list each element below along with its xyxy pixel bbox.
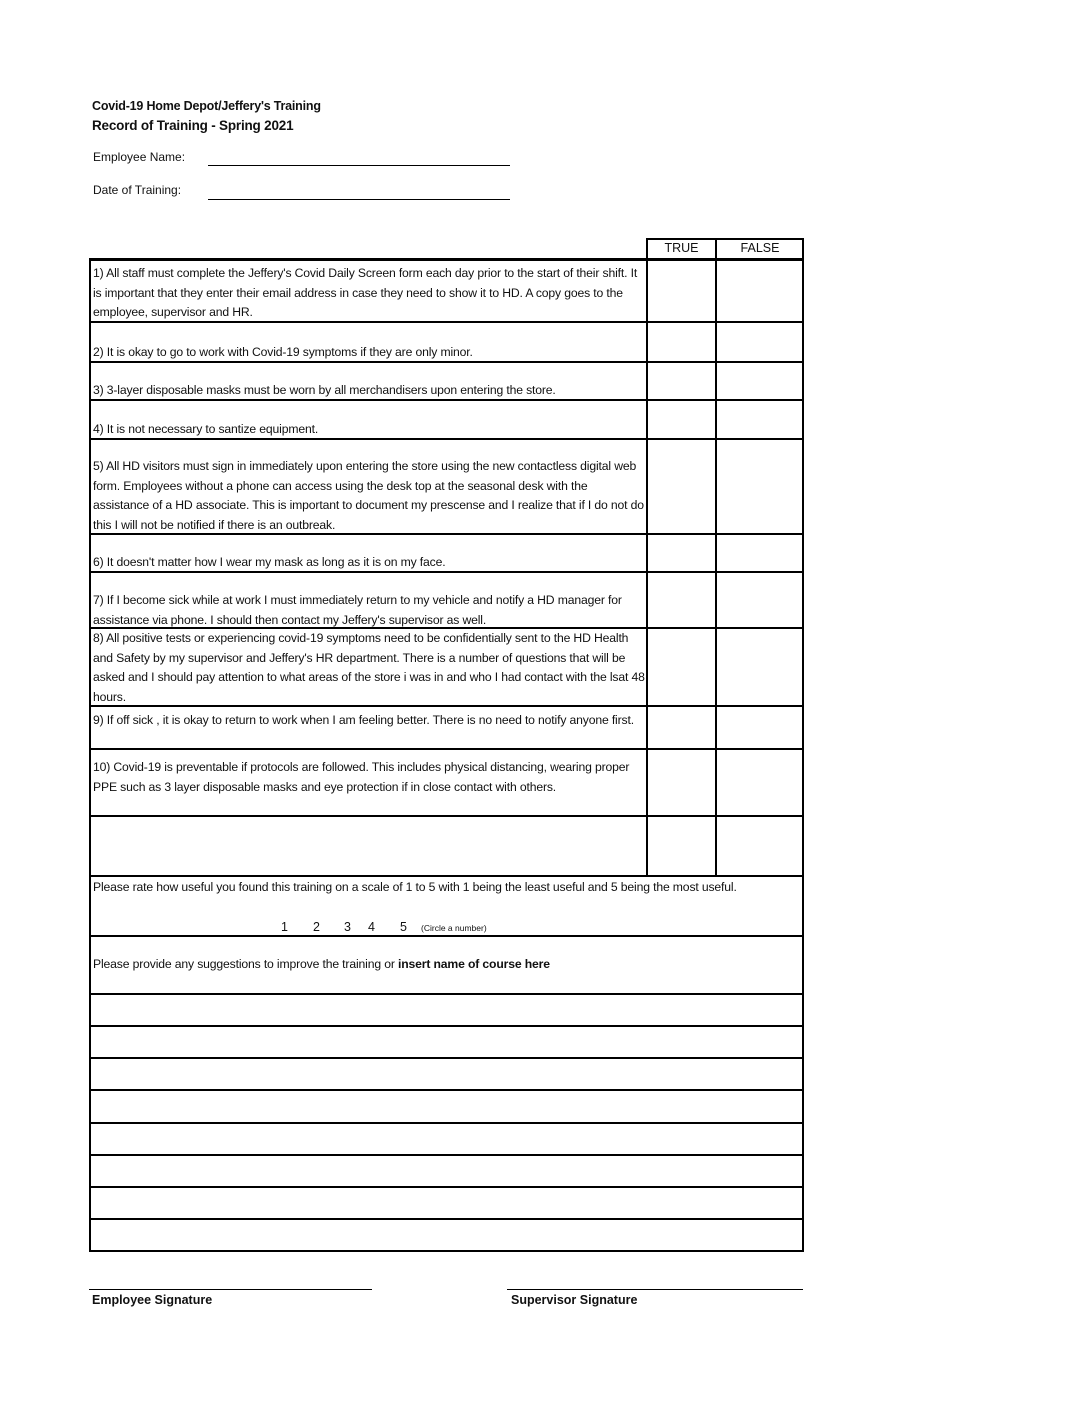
supervisor-signature-line[interactable] bbox=[507, 1289, 803, 1290]
suggestions-prompt bbox=[93, 957, 550, 971]
employee-signature-label: Employee Signature bbox=[92, 1293, 213, 1307]
employee-name-field[interactable] bbox=[208, 165, 510, 166]
date-of-training-field[interactable] bbox=[208, 199, 510, 200]
q9-true-cell[interactable] bbox=[648, 707, 715, 748]
suggestions-course-placeholder: insert name of course here bbox=[397, 957, 550, 971]
form-title: Covid-19 Home Depot/Jeffery's Training bbox=[92, 99, 321, 113]
true-column-header: TRUE bbox=[664, 241, 699, 255]
q1-true-cell[interactable] bbox=[648, 261, 715, 321]
rating-option-1[interactable]: 1 bbox=[281, 920, 288, 934]
employee-name-label: Employee Name: bbox=[93, 150, 186, 164]
question-3: 3) 3-layer disposable masks must be worn by all merchandisers upon entering the store. bbox=[93, 383, 556, 397]
question-2: 2) It is okay to go to work with Covid-19 symptoms if they are only minor. bbox=[93, 345, 473, 359]
supervisor-signature-label: Supervisor Signature bbox=[511, 1293, 638, 1307]
q7-true-cell[interactable] bbox=[648, 573, 715, 627]
q6-false-cell[interactable] bbox=[717, 535, 802, 571]
employee-signature-line[interactable] bbox=[89, 1289, 372, 1290]
question-5: 5) All HD visitors must sign in immediately upon entering the store using the new contactless digital web form. Employees without a phone can access using the desk top at the seasonal desk with the assistance of a HD associate. This is important to document my prescense and I realize that if I do not do this I will not be notified if there is an outbreak. bbox=[93, 459, 644, 532]
q10-true-cell[interactable] bbox=[648, 750, 715, 815]
question-6: 6) It doesn't matter how I wear my mask as long as it is on my face. bbox=[93, 555, 446, 569]
rating-option-4[interactable]: 4 bbox=[368, 920, 375, 934]
question-1: 1) All staff must complete the Jeffery's Covid Daily Screen form each day prior to the start of their shift. It is important that they enter their email address in case they need to show it to HD. A copy goes to the employee, supervisor and HR. bbox=[93, 266, 638, 319]
date-of-training-label: Date of Training: bbox=[93, 183, 182, 197]
q8-false-cell[interactable] bbox=[717, 629, 802, 705]
q8-true-cell[interactable] bbox=[648, 629, 715, 705]
q2-false-cell[interactable] bbox=[717, 323, 802, 361]
false-column-header: FALSE bbox=[740, 241, 780, 255]
question-10: 10) Covid-19 is preventable if protocols are followed. This includes physical distancing, wearing proper PPE such as 3 layer disposable masks and eye protection if in close contact with others. bbox=[93, 760, 630, 794]
q5-false-cell[interactable] bbox=[717, 440, 802, 533]
q3-false-cell[interactable] bbox=[717, 363, 802, 399]
question-4: 4) It is not necessary to santize equipment. bbox=[93, 422, 319, 436]
q7-false-cell[interactable] bbox=[717, 573, 802, 627]
rating-option-2[interactable]: 2 bbox=[313, 920, 320, 934]
rating-prompt: Please rate how useful you found this training on a scale of 1 to 5 with 1 being the least useful and 5 being the most useful. bbox=[93, 880, 737, 894]
q4-false-cell[interactable] bbox=[717, 401, 802, 438]
rating-option-5[interactable]: 5 bbox=[400, 920, 407, 934]
form-subtitle: Record of Training - Spring 2021 bbox=[92, 118, 294, 133]
q9-false-cell[interactable] bbox=[717, 707, 802, 748]
rating-option-3[interactable]: 3 bbox=[344, 920, 351, 934]
q6-true-cell[interactable] bbox=[648, 535, 715, 571]
q2-true-cell[interactable] bbox=[648, 323, 715, 361]
q4-true-cell[interactable] bbox=[648, 401, 715, 438]
q3-true-cell[interactable] bbox=[648, 363, 715, 399]
suggestions-lines[interactable] bbox=[91, 995, 802, 1250]
question-7: 7) If I become sick while at work I must immediately return to my vehicle and notify a HD manager for assistance via phone. I should then contact my Jeffery's supervisor as well. bbox=[93, 593, 622, 627]
rating-hint: (Circle a number) bbox=[421, 923, 487, 933]
question-8: 8) All positive tests or experiencing covid-19 symptoms need to be confidentially sent to the HD Health and Safety by my supervisor and Jeffery's HR department. There is a number of questions that will be asked and I should pay attention to what areas of the store i was in and who I had contact with the lsat 48 hours. bbox=[93, 631, 645, 704]
suggestions-prompt-text: Please provide any suggestions to improve the training or bbox=[93, 957, 398, 971]
q1-false-cell[interactable] bbox=[717, 261, 802, 321]
q5-true-cell[interactable] bbox=[648, 440, 715, 533]
question-9: 9) If off sick , it is okay to return to work when I am feeling better. There is no need to notify anyone first. bbox=[93, 713, 634, 727]
q10-false-cell[interactable] bbox=[717, 750, 802, 815]
